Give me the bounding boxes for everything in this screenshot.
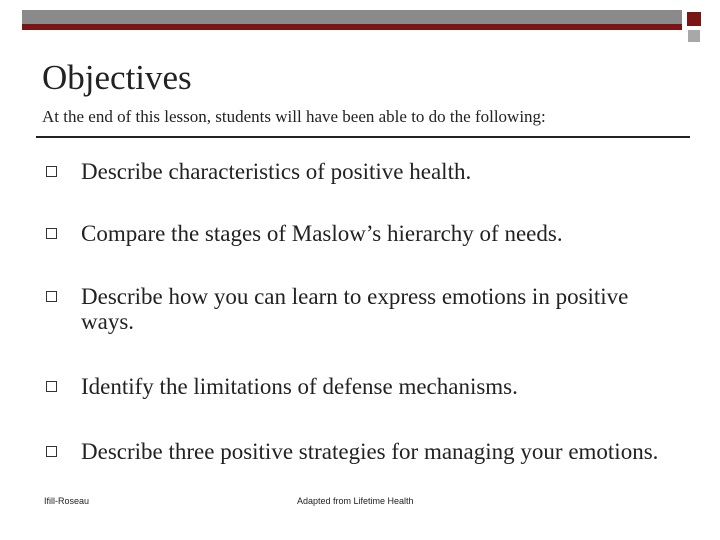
checkbox-bullet-icon: [46, 446, 57, 457]
footer-author: Ifill-Roseau: [44, 496, 90, 506]
title-divider: [36, 136, 690, 138]
bullet-text: Describe how you can learn to express emotions in positive ways.: [81, 284, 629, 334]
bullet-text: Identify the limitations of defense mechanisms.: [81, 374, 518, 399]
bullet-text: Compare the stages of Maslow’s hierarchy of needs.: [81, 221, 563, 246]
checkbox-bullet-icon: [46, 166, 57, 177]
checkbox-bullet-icon: [46, 291, 57, 302]
checkbox-bullet-icon: [46, 381, 57, 392]
footer-source: Adapted from Lifetime Health: [297, 496, 414, 506]
checkbox-bullet-icon: [46, 228, 57, 239]
decorative-square-red: [687, 12, 701, 26]
slide-title: Objectives: [42, 58, 192, 97]
header-decoration-bar: [22, 10, 682, 30]
bullet-text: Describe three positive strategies for managing your emotions.: [81, 439, 659, 464]
bullet-text: Describe characteristics of positive health.: [81, 159, 472, 184]
decorative-square-gray: [688, 30, 700, 42]
slide-subtitle: At the end of this lesson, students will have been able to do the following:: [42, 107, 546, 126]
